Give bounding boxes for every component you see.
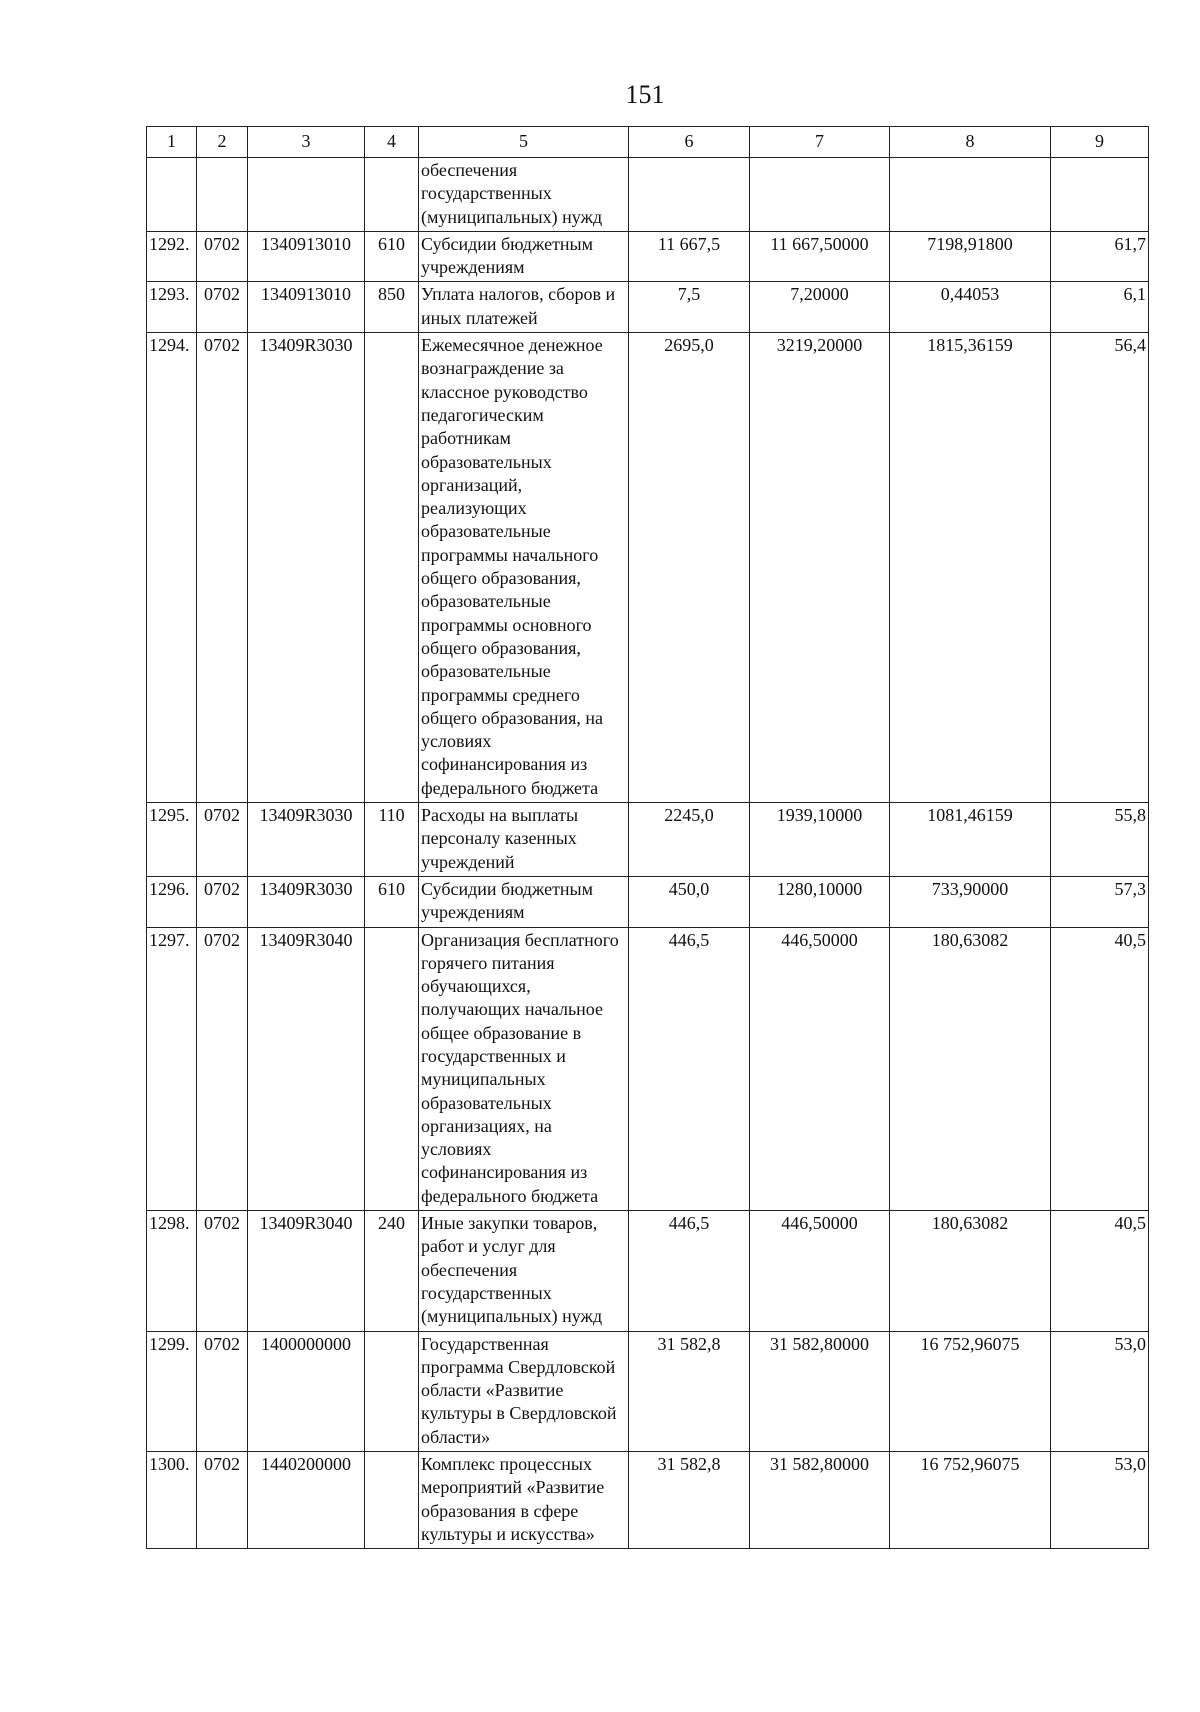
table-row [147,927,1149,1211]
value-col9: 40,5 [1051,927,1149,1211]
column-header: 7 [750,127,890,158]
table-row [147,876,1149,927]
value-col6: 11 667,5 [629,231,750,282]
value-col9 [1051,158,1149,232]
row-number: 1298. [147,1211,197,1331]
value-col6: 446,5 [629,927,750,1211]
table-row [147,1211,1149,1331]
target-code [248,158,365,232]
row-number: 1292. [147,231,197,282]
item-name: Комплекс процессных мероприятий «Развитие образования в сфере культуры и искусства» [419,1452,629,1549]
item-name: Субсидии бюджетным учреждениям [419,876,629,927]
value-col7: 446,50000 [750,927,890,1211]
value-col9: 61,7 [1051,231,1149,282]
value-col7: 1939,10000 [750,803,890,877]
row-number: 1293. [147,282,197,333]
value-col6: 2695,0 [629,333,750,803]
value-col7: 31 582,80000 [750,1452,890,1549]
row-number: 1294. [147,333,197,803]
value-col8: 7198,91800 [890,231,1051,282]
value-col7: 11 667,50000 [750,231,890,282]
target-code: 13409R3030 [248,876,365,927]
expense-type [365,1331,419,1451]
section-code [197,158,248,232]
column-header: 9 [1051,127,1149,158]
expense-type: 850 [365,282,419,333]
section-code: 0702 [197,231,248,282]
value-col6: 7,5 [629,282,750,333]
section-code: 0702 [197,876,248,927]
column-header: 5 [419,127,629,158]
table-row [147,803,1149,877]
column-header: 2 [197,127,248,158]
budget-table [146,126,1149,1549]
value-col7 [750,158,890,232]
column-header: 1 [147,127,197,158]
value-col7: 1280,10000 [750,876,890,927]
target-code: 13409R3030 [248,333,365,803]
value-col6 [629,158,750,232]
target-code: 13409R3040 [248,927,365,1211]
expense-type: 240 [365,1211,419,1331]
header-row [147,127,1149,158]
table-row [147,231,1149,282]
section-code: 0702 [197,282,248,333]
target-code: 1440200000 [248,1452,365,1549]
value-col8 [890,158,1051,232]
value-col6: 2245,0 [629,803,750,877]
expense-type [365,333,419,803]
value-col8: 180,63082 [890,927,1051,1211]
page-number: 151 [625,80,665,109]
value-col6: 31 582,8 [629,1452,750,1549]
section-code: 0702 [197,927,248,1211]
value-col6: 31 582,8 [629,1331,750,1451]
expense-type [365,1452,419,1549]
item-name: Уплата налогов, сборов и иных платежей [419,282,629,333]
value-col7: 7,20000 [750,282,890,333]
table-row [147,158,1149,232]
row-number: 1297. [147,927,197,1211]
value-col8: 1815,36159 [890,333,1051,803]
target-code: 1400000000 [248,1331,365,1451]
expense-type: 610 [365,876,419,927]
value-col8: 1081,46159 [890,803,1051,877]
row-number: 1295. [147,803,197,877]
target-code: 1340913010 [248,231,365,282]
table-row [147,333,1149,803]
row-number: 1299. [147,1331,197,1451]
value-col9: 40,5 [1051,1211,1149,1331]
target-code: 13409R3040 [248,1211,365,1331]
value-col6: 450,0 [629,876,750,927]
item-name: Организация бесплатного горячего питания обучающихся, получающих начальное общее образование в государственных и муниципальных образовательных организациях, на условиях софинансирования из федерального бюджета [419,927,629,1211]
value-col9: 6,1 [1051,282,1149,333]
table-row [147,1452,1149,1549]
row-number [147,158,197,232]
row-number: 1300. [147,1452,197,1549]
section-code: 0702 [197,1452,248,1549]
value-col7: 31 582,80000 [750,1331,890,1451]
value-col8: 180,63082 [890,1211,1051,1331]
target-code: 13409R3030 [248,803,365,877]
row-number: 1296. [147,876,197,927]
value-col6: 446,5 [629,1211,750,1331]
value-col9: 53,0 [1051,1452,1149,1549]
item-name: Государственная программа Свердловской области «Развитие культуры в Свердловской области» [419,1331,629,1451]
table-row [147,282,1149,333]
target-code: 1340913010 [248,282,365,333]
expense-type: 110 [365,803,419,877]
expense-type: 610 [365,231,419,282]
column-header: 6 [629,127,750,158]
item-name: обеспечения государственных (муниципальных) нужд [419,158,629,232]
value-col8: 16 752,96075 [890,1452,1051,1549]
value-col8: 16 752,96075 [890,1331,1051,1451]
item-name: Расходы на выплаты персоналу казенных учреждений [419,803,629,877]
item-name: Ежемесячное денежное вознаграждение за классное руководство педагогическим работникам образовательных организаций, реализующих образовательные программы начального общего образования, образовательные программы основного общего образования, образовательные программы среднего общего образования, на условиях софинансирования из федерального бюджета [419,333,629,803]
column-header: 3 [248,127,365,158]
column-header: 4 [365,127,419,158]
value-col7: 446,50000 [750,1211,890,1331]
expense-type [365,927,419,1211]
value-col9: 55,8 [1051,803,1149,877]
table-row [147,1331,1149,1451]
value-col7: 3219,20000 [750,333,890,803]
section-code: 0702 [197,1211,248,1331]
column-header: 8 [890,127,1051,158]
section-code: 0702 [197,1331,248,1451]
section-code: 0702 [197,803,248,877]
value-col9: 56,4 [1051,333,1149,803]
value-col9: 57,3 [1051,876,1149,927]
item-name: Субсидии бюджетным учреждениям [419,231,629,282]
item-name: Иные закупки товаров, работ и услуг для обеспечения государственных (муниципальных) нужд [419,1211,629,1331]
section-code: 0702 [197,333,248,803]
value-col9: 53,0 [1051,1331,1149,1451]
value-col8: 733,90000 [890,876,1051,927]
value-col8: 0,44053 [890,282,1051,333]
expense-type [365,158,419,232]
